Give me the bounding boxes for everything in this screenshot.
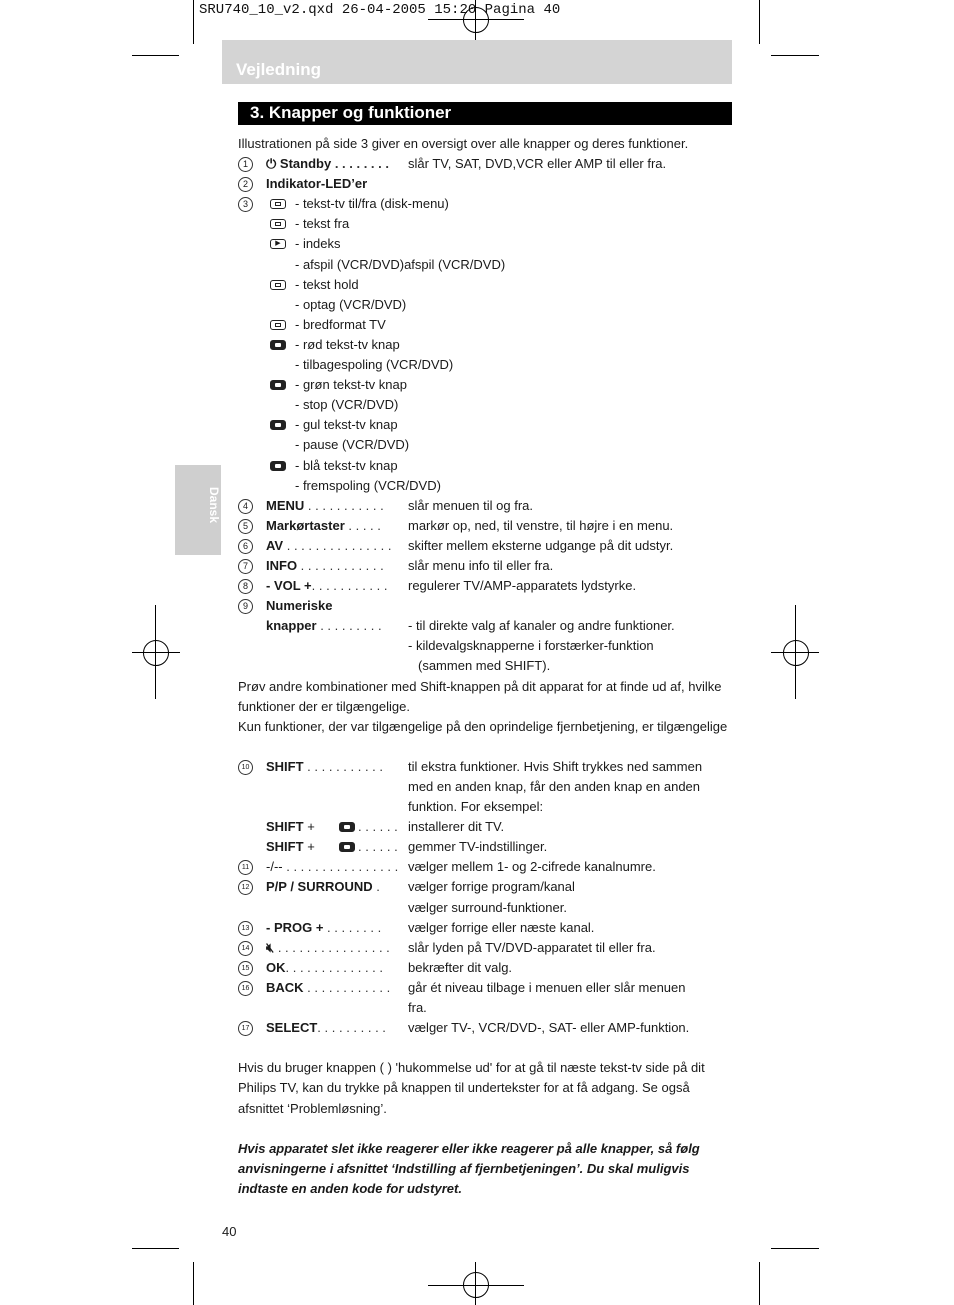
list-item [238,998,734,1018]
list-item [238,817,734,837]
item-label: Standby [279,156,332,172]
list-item [238,415,734,435]
list-item [238,1018,734,1038]
item-label: AV [266,537,284,553]
list-item [238,214,734,234]
list-item [238,375,734,395]
item-number: 13 [238,921,253,936]
item-desc: funktion. For eksempel: [408,799,544,815]
item-number: 8 [238,579,253,594]
leader-dots: . . . . . . . . . . . . [297,557,384,573]
widescreen-icon [270,320,286,330]
list-item [238,456,734,476]
item-number: 6 [238,539,253,554]
plus-sign: + [307,839,315,855]
note-shift: Prøv andre kombinationer med Shift-knappen på dit apparat for at finde ud af, hvilke funktioner der er tilgængelige. [238,678,722,714]
leader-dots: . . . . . . . . . . . . . . . . [282,859,399,875]
leader-dots: . . . . . [344,517,381,533]
item-desc: markør op, ned, til venstre, til højre i en menu. [408,517,674,533]
registration-circle [143,640,169,666]
red-key-icon [339,822,355,832]
item-label: P/P / SURROUND [266,879,373,895]
item-sub: - optag (VCR/DVD) [295,296,407,312]
item-sub: - fremspoling (VCR/DVD) [295,477,441,493]
print-slug: SRU740_10_v2.qxd 26-04-2005 15:20 Pagina 40 [199,2,561,18]
list-item [238,616,734,636]
item-label: OK [266,959,286,975]
leader-dots: . . . . . . . . . . . . . . [285,959,384,975]
item-desc: vælger surround-funktioner. [408,899,567,915]
leader-dots: . . . . . . . . . . . . [303,979,391,995]
item-desc: - kildevalgsknapperne i forstærker-funktion [408,638,654,654]
item-label: Markørtaster [266,517,345,533]
item-number: 3 [238,197,253,212]
note-memory: Hvis du bruger knappen ( ) 'hukommelse ud' for at gå til næste tekst-tv side på dit Philips TV, kan du trykke på knappen til undertekster for at få adgang. Se også afsnittet ‘Problemløsning’. [238,1060,705,1116]
green-key-icon [270,380,286,390]
leader-dots: . . . . . . . . . . . . . . . [283,537,392,553]
list-item [238,275,734,295]
item-label: -/-- [266,859,283,875]
item-desc: installerer dit TV. [408,819,505,835]
crop-mark [759,1262,760,1305]
item-number: 9 [238,599,253,614]
list-item [238,154,734,174]
item-sub: - blå tekst-tv knap [295,457,398,473]
item-sub: - tekst-tv til/fra (disk-menu) [295,196,449,212]
list-item [238,596,734,616]
list-item [238,194,734,214]
leader-dots: . . . . . . . . . [316,618,382,634]
item-desc: vælger forrige eller næste kanal. [408,919,595,935]
item-sub: - tilbagespoling (VCR/DVD) [295,357,454,373]
registration-circle [463,1272,489,1298]
list-item [238,656,734,676]
leader-dots: . . . . . . . . . . . [303,758,384,774]
item-desc: går ét niveau tilbage i menuen eller slår menuen [408,979,686,995]
teletext-icon [270,199,286,209]
crop-mark [193,1262,194,1305]
crop-mark [132,1248,179,1249]
item-desc: slår menu info til eller fra. [408,557,554,573]
list-item [238,797,734,817]
item-desc: fra. [408,1000,427,1016]
crop-mark [759,0,760,44]
item-desc: regulerer TV/AMP-apparatets lydstyrke. [408,578,637,594]
item-desc: med en anden knap, får den anden knap en anden [408,779,701,794]
list-item [238,978,734,998]
page-number: 40 [222,1224,237,1239]
item-label: MENU [266,497,305,513]
spacer [238,1038,734,1058]
item-label: SHIFT [266,839,304,855]
leader-dots: . . . . . . . . . . [317,1020,386,1036]
item-sub: - stop (VCR/DVD) [295,397,399,413]
item-sub: - rød tekst-tv knap [295,336,400,352]
leader-dots: . . . . . . . . [323,919,382,935]
list-item [238,476,734,496]
list-item [238,335,734,355]
blue-key-icon [339,842,355,852]
item-desc: slår TV, SAT, DVD,VCR eller AMP til eller fra. [408,156,667,172]
language-tab-label: Dansk [207,487,221,524]
item-desc: (sammen med SHIFT). [418,658,551,674]
leader-dots: . . . . . . [358,819,398,835]
item-number: 12 [238,880,253,895]
item-label: Indikator-LED’er [266,176,368,192]
list-item [238,516,734,536]
leader-dots: . . . . . . . . . . . . . . . . [274,939,390,955]
item-number: 17 [238,1021,253,1036]
item-desc: skifter mellem eksterne udgange på dit udstyr. [408,537,674,553]
item-desc: slår menuen til og fra. [408,497,534,513]
list-item [238,877,734,897]
item-desc: - til direkte valg af kanaler og andre funktioner. [408,618,675,634]
blue-key-icon [270,461,286,471]
list-item [238,496,734,516]
list-item [238,757,734,777]
mute-icon: 🔇︎ [266,939,275,955]
registration-circle [783,640,809,666]
text-hold-icon [270,280,286,290]
leader-dots: . . . . . . . . [331,156,389,172]
list-item [238,234,734,254]
list-item [238,576,734,596]
item-label: Numeriske [266,598,333,614]
list-item [238,636,734,656]
page-header-title: Vejledning [236,60,322,79]
text-off-icon [270,219,286,229]
crop-mark [771,55,819,56]
list-item [238,395,734,415]
plus-sign: + [307,819,315,835]
item-number: 2 [238,177,253,192]
section-title: 3. Knapper og funktioner [250,103,452,122]
list-item [238,556,734,576]
item-number: 1 [238,157,253,172]
item-sub: - tekst fra [295,216,350,232]
item-desc: vælger mellem 1- og 2-cifrede kanalnumre. [408,859,656,875]
list-item [238,355,734,375]
play-icon: ▶ [270,239,286,249]
item-sub: - bredformat TV [295,316,386,332]
item-number: 5 [238,519,253,534]
list-item [238,898,734,918]
item-number: 16 [238,981,253,996]
list-item [238,777,734,797]
item-desc: vælger forrige program/kanal [408,879,575,895]
item-desc: bekræfter dit valg. [408,959,513,975]
item-number: 11 [238,860,253,875]
leader-dots: . . . . . . . . . . . [304,497,384,513]
list-item [238,295,734,315]
content [238,134,734,1199]
item-label: knapper [266,618,317,634]
leader-dots: . [372,879,380,895]
list-item [238,174,734,194]
item-label: BACK [266,979,304,995]
leader-dots: . . . . . . . . . . . [311,578,388,594]
list-item [238,536,734,556]
list-item [238,315,734,335]
red-key-icon [270,340,286,350]
list-item [238,938,734,958]
list-item [238,857,734,877]
power-icon: ⏻ [266,156,280,172]
list-item [238,435,734,455]
item-desc: til ekstra funktioner. Hvis Shift trykkes ned sammen [408,758,703,774]
item-sub: - tekst hold [295,276,359,292]
language-tab [175,465,221,555]
item-label: SHIFT [266,758,304,774]
item-label: INFO [266,557,298,573]
list-item [238,918,734,938]
list-item [238,255,734,275]
item-label: SELECT [266,1020,318,1036]
crop-mark [771,1248,819,1249]
item-label: SHIFT [266,819,304,835]
item-label: - VOL + [266,578,312,594]
item-number: 14 [238,941,253,956]
yellow-key-icon [270,420,286,430]
item-number: 4 [238,499,253,514]
crop-mark [132,55,179,56]
intro: Illustrationen på side 3 giver en oversigt over alle knapper og deres funktioner. [238,136,689,151]
item-number: 15 [238,961,253,976]
spacer [238,1119,734,1139]
item-sub: - gul tekst-tv knap [295,417,398,433]
item-desc: vælger TV-, VCR/DVD-, SAT- eller AMP-funktion. [408,1020,690,1036]
crop-mark [193,0,194,44]
item-number: 10 [238,760,253,775]
item-sub: - afspil (VCR/DVD)afspil (VCR/DVD) [295,256,506,272]
item-desc: gemmer TV-indstillinger. [408,839,548,855]
warning: Hvis apparatet slet ikke reagerer eller ikke reagerer på alle knapper, så følg anvisningerne i afsnittet ‘Indstilling af fjernbetjeningen’. Du skal muligvis indtaste en anden kode for udstyret. [238,1140,700,1196]
item-sub: - grøn tekst-tv knap [295,377,407,393]
note-original: Kun funktioner, der var tilgængelige på den oprindelige fjernbetjening, er tilgængelige [238,718,728,734]
item-number: 7 [238,559,253,574]
list-item [238,958,734,978]
leader-dots: . . . . . . [358,839,398,855]
list-item [238,837,734,857]
item-label: - PROG + [266,919,324,935]
item-desc: slår lyden på TV/DVD-apparatet til eller fra. [408,939,656,955]
item-sub: - indeks [295,236,341,252]
item-sub: - pause (VCR/DVD) [295,437,410,453]
